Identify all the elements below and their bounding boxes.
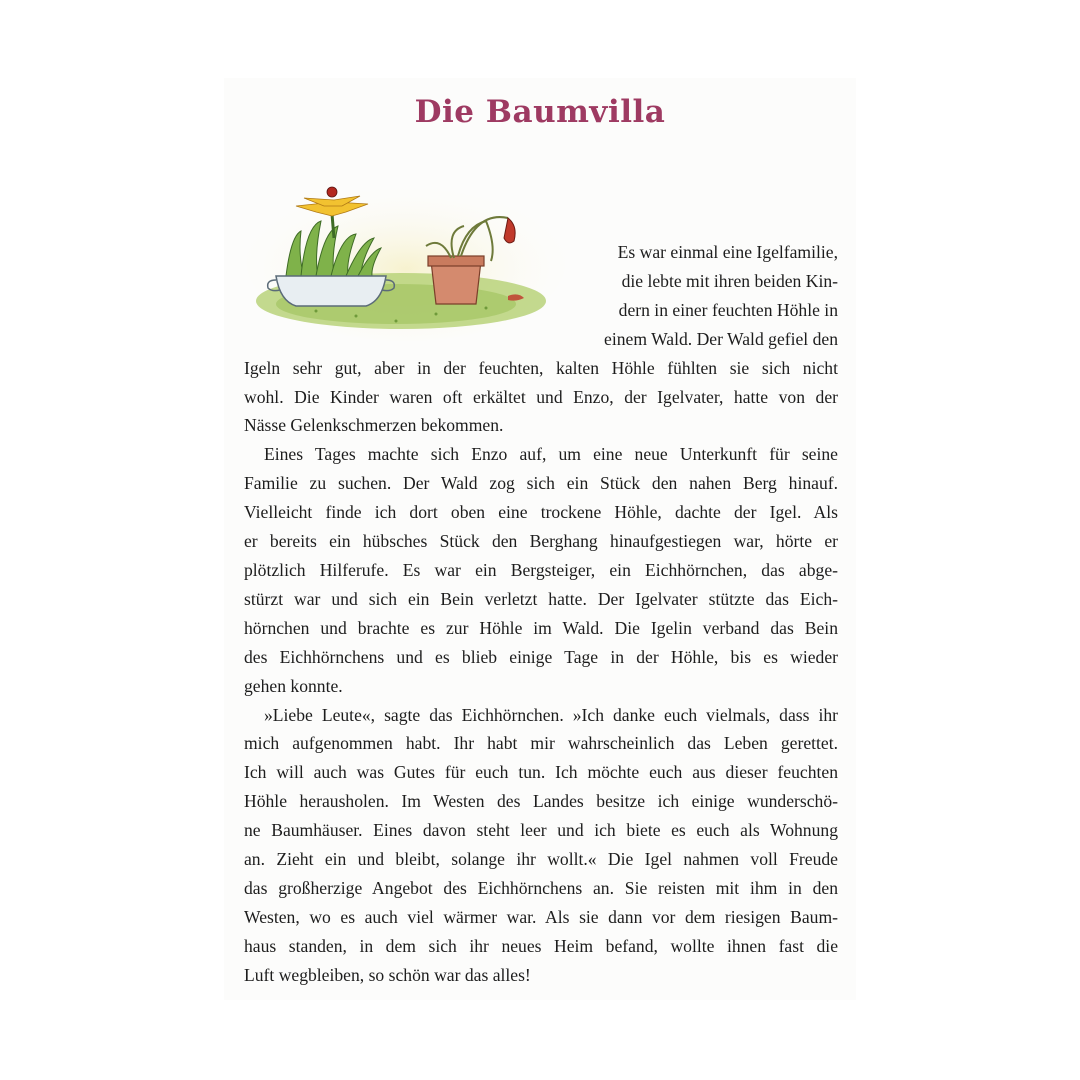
book-page xyxy=(224,78,856,1000)
text-line: ne Baumhäuser. Eines davon steht leer und ich biete es euch als Wohnung xyxy=(244,820,838,841)
paragraph-2 xyxy=(244,440,838,700)
text-line: Vielleicht finde ich dort oben eine trockene Höhle, dachte der Igel. Als xyxy=(244,502,838,523)
text-line: die lebte mit ihren beiden Kin- xyxy=(621,270,838,291)
text-line: an. Zieht ein und bleibt, solange ihr wollt.« Die Igel nahmen voll Freude xyxy=(244,849,838,870)
text-line: Höhle herausholen. Im Westen des Landes besitze ich einige wunderschö- xyxy=(244,791,838,812)
text-line: »Liebe Leute«, sagte das Eichhörnchen. »Ich danke euch vielmals, dass ihr xyxy=(264,704,838,725)
text-line: Familie zu suchen. Der Wald zog sich ein Stück den nahen Berg hinauf. xyxy=(244,473,838,494)
text-line: wohl. Die Kinder waren oft erkältet und Enzo, der Igelvater, hatte von der xyxy=(244,386,838,407)
text-line: Nässe Gelenkschmerzen bekommen. xyxy=(244,415,504,436)
page-title: Die Baumvilla xyxy=(414,94,666,130)
text-line: des Eichhörnchens und es blieb einige Tage in der Höhle, bis es wieder xyxy=(244,646,838,667)
text-line: gehen konnte. xyxy=(244,675,343,696)
text-line: Westen, wo es auch viel wärmer war. Als sie dann vor dem riesigen Baum- xyxy=(244,906,838,927)
illustration-wrap-spacer xyxy=(244,238,568,353)
text-line: er bereits ein hübsches Stück den Berghang hinaufgestiegen war, hörte er xyxy=(244,531,838,552)
text-line: Luft wegbleiben, so schön war das alles! xyxy=(244,964,531,985)
text-line: Eines Tages machte sich Enzo auf, um eine neue Unterkunft für seine xyxy=(264,444,838,465)
text-line: dern in einer feuchten Höhle in xyxy=(618,299,838,320)
text-line: einem Wald. Der Wald gefiel den xyxy=(604,328,838,349)
story-text xyxy=(244,238,838,990)
text-line: Ich will auch was Gutes für euch tun. Ich möchte euch aus dieser feuchten xyxy=(244,762,838,783)
text-line: Igeln sehr gut, aber in der feuchten, kalten Höhle fühlten sie sich nicht xyxy=(244,357,838,378)
text-line: hörnchen und brachte es zur Höhle im Wald. Die Igelin verband das Bein xyxy=(244,617,838,638)
text-line: das großherzige Angebot des Eichhörnchens an. Sie reisten mit ihm in den xyxy=(244,877,838,898)
text-line: stürzt war und sich ein Bein verletzt hatte. Der Igelvater stützte das Eich- xyxy=(244,588,838,609)
paragraph-3 xyxy=(244,701,838,990)
text-line: haus standen, in dem sich ihr neues Heim befand, wollte ihnen fast die xyxy=(244,935,838,956)
text-line: plötzlich Hilferufe. Es war ein Bergsteiger, ein Eichhörnchen, das abge- xyxy=(244,559,838,580)
text-line: Es war einmal eine Igelfamilie, xyxy=(617,242,838,262)
text-line: mich aufgenommen habt. Ihr habt mir wahrscheinlich das Leben gerettet. xyxy=(244,733,838,754)
